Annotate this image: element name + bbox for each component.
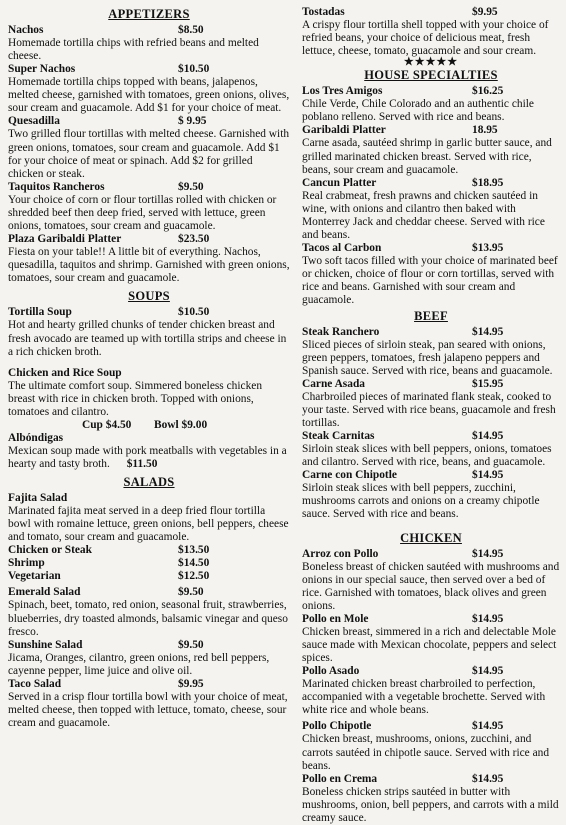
item-price: $13.95 — [472, 242, 504, 255]
menu-item-quesadilla — [8, 115, 290, 180]
item-desc: Chicken breast, mushrooms, onions, zucchini, and carrots sautéed in chipotle sauce. Served with rice and beans. — [302, 733, 550, 772]
item-price: $14.95 — [472, 547, 504, 560]
menu-item-plaza-platter — [8, 233, 290, 285]
item-price: $14.95 — [472, 469, 504, 482]
item-desc: Real crabmeat, fresh prawns and chicken sautéed in wine, with onions and cilantro then baked with Monterrey Jack and cheddar cheese. Served with rice and beans. — [302, 189, 545, 242]
cup-price: Cup $4.50 — [82, 418, 132, 431]
menu-item-arroz-con-pollo — [302, 548, 560, 613]
item-price: $15.95 — [472, 377, 504, 390]
item-desc: Mexican soup made with pork meatballs with vegetables in a hearty and tasty broth. $11.50 — [8, 444, 287, 471]
menu-item-pollo-chipotle — [302, 720, 560, 772]
item-name: Sunshine Salad — [8, 638, 83, 651]
item-desc: Marinated fajita meat served in a deep fried flour tortilla bowl with romaine lettuce, green onions, bell peppers, cheese and tomato, sour cream and guacamole. — [8, 505, 289, 544]
menu-item-steak-ranchero — [302, 326, 560, 378]
option-name: Vegetarian — [8, 570, 61, 583]
star-divider: ★★★★★ — [403, 56, 459, 69]
option-price: $14.50 — [178, 557, 210, 570]
option-price: $13.50 — [178, 544, 210, 557]
item-name: Garibaldi Platter — [302, 124, 386, 137]
menu-item-albondigas — [8, 432, 290, 471]
item-price: $11.50 — [126, 458, 158, 471]
menu-item-taquitos — [8, 181, 290, 233]
option-name: Chicken or Steak — [8, 544, 92, 557]
item-desc: Your choice of corn or flour tortillas rolled with chicken or shredded beef then deep fried, served with lettuce, green onions, tomatoes, sour cream and guacamole. — [8, 193, 277, 233]
menu-item-pollo-en-mole — [302, 613, 560, 665]
item-price: $9.95 — [472, 6, 498, 18]
menu-item-carne-chipotle — [302, 469, 560, 521]
item-name: Super Nachos — [8, 63, 76, 76]
item-name: Pollo en Crema — [302, 772, 378, 785]
menu-item-tortilla-soup — [8, 306, 290, 358]
chicken-header: CHICKEN — [400, 530, 462, 545]
item-desc: Spinach, beet, tomato, red onion, seasonal fruit, strawberries, blueberries, dry toasted almonds, balsamic vinegar and queso fresco. — [8, 599, 288, 638]
soups-header: SOUPS — [128, 289, 170, 304]
item-desc: Sirloin steak slices with bell peppers, zucchini, mushrooms carrots and onions on a creamy chipotle sauce. Served with rice and beans. — [302, 482, 540, 521]
item-desc: Chicken breast, simmered in a rich and delectable Mole sauce made with Mexican chocolate, peppers and select spices. — [302, 625, 557, 665]
item-name: Tortilla Soup — [8, 306, 72, 319]
item-name: Taco Salad — [8, 677, 62, 690]
item-price: $ 9.95 — [178, 115, 207, 128]
item-price: $14.95 — [472, 430, 504, 443]
house-specialties-header: HOUSE SPECIALTIES — [364, 68, 498, 83]
appetizers-header: APPETIZERS — [108, 7, 190, 21]
item-name: Pollo Asado — [302, 665, 360, 678]
menu-item-nachos — [8, 24, 290, 63]
item-desc: Charbroiled pieces of marinated flank steak, cooked to your taste. Served with rice beans, guacamole and fresh tortillas. — [302, 390, 556, 429]
item-desc: Homemade tortilla chips with refried beans and melted cheese. — [8, 37, 259, 63]
item-desc: Boneless breast of chicken sautéed with mushrooms and onions in our special sauce, then served over a bed of rice. Garnished with tomatoes, black olives and green onions. — [302, 560, 560, 612]
item-price: 18.95 — [472, 124, 498, 137]
item-price: $9.50 — [178, 180, 204, 193]
item-price: $14.95 — [472, 720, 504, 733]
menu-item-tostadas — [302, 6, 560, 58]
beef-header: BEEF — [414, 308, 448, 323]
item-name: Steak Carnitas — [302, 430, 375, 443]
salads-header: SALADS — [123, 475, 175, 490]
item-name: Cancun Platter — [302, 176, 377, 189]
item-price: $14.95 — [472, 665, 504, 678]
menu-item-chicken-rice-soup — [8, 367, 290, 432]
item-price: $9.95 — [178, 677, 204, 690]
item-price: $9.50 — [178, 586, 204, 599]
option-name: Shrimp — [8, 557, 45, 570]
bowl-price: Bowl $9.00 — [154, 418, 208, 431]
menu-item-garibaldi-platter — [302, 124, 560, 176]
item-price: $14.95 — [472, 325, 504, 338]
item-price: $18.95 — [472, 176, 504, 189]
item-desc: Jicama, Oranges, cilantro, green onions, red bell peppers, cayenne pepper, lime juice and olive oil. — [8, 651, 270, 677]
item-price: $10.50 — [178, 306, 210, 319]
item-desc: Homemade tortilla chips topped with beans, jalapenos, melted cheese, garnished with tomatoes, green onions, olives, sour cream and guacamole. Add $1 for your choice of meat. — [8, 76, 290, 115]
item-price: $10.50 — [178, 63, 210, 76]
item-desc: Hot and hearty grilled chunks of tender chicken breast and fresh avocado are teamed up with tortilla strips and cheese in a rich chicken broth. — [8, 319, 287, 358]
menu-item-sunshine-salad — [8, 639, 290, 678]
item-desc: Two soft tacos filled with your choice of marinated beef or chicken, choice of flour or corn tortillas, served with rice and beans. Garnished with sour cream and guacamole. — [302, 255, 558, 307]
item-name: Fajita Salad — [8, 492, 68, 505]
item-name: Tostadas — [302, 6, 345, 18]
item-desc: Sliced pieces of sirloin steak, pan seared with onions, green peppers, tomatoes, fresh jalapeno peppers and Spanish sauce. Served with rice, beans and guacamole. — [302, 338, 553, 377]
item-desc: Chile Verde, Chile Colorado and an authentic chile poblano relleno. Served with rice and beans. — [302, 98, 534, 124]
item-desc: The ultimate comfort soup. Simmered boneless chicken breast with rice in chicken broth. Topped with onions, tomatoes and cilantro. — [8, 379, 263, 418]
item-desc: Two grilled flour tortillas with melted cheese. Garnished with green onions, tomatoes, sour cream and guacamole. Add $1 for your choice of meat or spinach. Add $2 for grilled chicken or steak. — [8, 128, 290, 180]
item-desc: Marinated chicken breast charbroiled to perfection, accompanied with a vegetable brochette. Served with white rice and whole beans. — [302, 678, 546, 717]
left-column — [8, 6, 296, 730]
item-name: Arroz con Pollo — [302, 547, 379, 560]
item-name: Emerald Salad — [8, 586, 81, 599]
item-price: $9.50 — [178, 638, 204, 651]
item-price: $23.50 — [178, 233, 210, 246]
item-name: Nachos — [8, 24, 44, 36]
item-desc: Sirloin steak slices with bell peppers, onions, tomatoes and cilantro. Served with rice, beans, and guacamole. — [302, 443, 552, 469]
item-desc: A crispy flour tortilla shell topped with your choice of refried beans, your choice of delicious meat, fresh lettuce, cheese, tomato, guacamole and sour cream. — [302, 19, 549, 58]
item-name: Carne Asada — [302, 377, 365, 390]
item-name: Plaza Garibaldi Platter — [8, 233, 122, 246]
option-price: $12.50 — [178, 570, 210, 583]
item-desc: Boneless chicken strips sautéed in butter with mushrooms, onion, bell peppers, and carrots with a mild creamy sauce. — [302, 785, 559, 824]
menu-item-pollo-en-crema — [302, 773, 560, 825]
menu-item-carne-asada — [302, 378, 560, 430]
item-name: Tacos al Carbon — [302, 242, 382, 255]
menu-item-super-nachos — [8, 63, 290, 115]
item-desc: Carne asada, sautéed shrimp in garlic butter sauce, and grilled marinated chicken breast. Served with rice, beans, sour cream and guacamole. — [302, 137, 552, 176]
item-price: $8.50 — [178, 24, 204, 36]
menu-item-taco-salad — [8, 678, 290, 730]
item-desc: Served in a crisp flour tortilla bowl with your choice of meat, melted cheese, then topped with lettuce, tomato, cheese, sour cream and guacamole. — [8, 690, 288, 730]
item-price: $14.95 — [472, 772, 504, 785]
item-name: Pollo en Mole — [302, 612, 369, 625]
item-name: Quesadilla — [8, 115, 60, 128]
item-name: Pollo Chipotle — [302, 720, 372, 733]
item-name: Albóndigas — [8, 431, 64, 444]
item-name: Chicken and Rice Soup — [8, 366, 122, 379]
menu-item-fajita-salad — [8, 492, 290, 583]
item-price: $14.95 — [472, 612, 504, 625]
menu-item-tacos-al-carbon — [302, 242, 560, 307]
item-desc: Fiesta on your table!! A little bit of everything. Nachos, quesadilla, taquitos and shrimp. Garnished with green onions, tomatoes, sour cream and guacamole. — [8, 246, 290, 285]
item-price: $16.25 — [472, 85, 504, 98]
menu-item-tres-amigos — [302, 85, 560, 124]
item-name: Carne con Chipotle — [302, 469, 397, 482]
right-column — [296, 6, 560, 824]
item-name: Steak Ranchero — [302, 325, 380, 338]
menu-item-steak-carnitas — [302, 430, 560, 469]
menu-item-emerald-salad — [8, 586, 290, 638]
menu-item-cancun-platter — [302, 177, 560, 242]
menu-item-pollo-asado — [302, 665, 560, 717]
item-name: Taquitos Rancheros — [8, 180, 105, 193]
item-name: Los Tres Amigos — [302, 85, 383, 98]
